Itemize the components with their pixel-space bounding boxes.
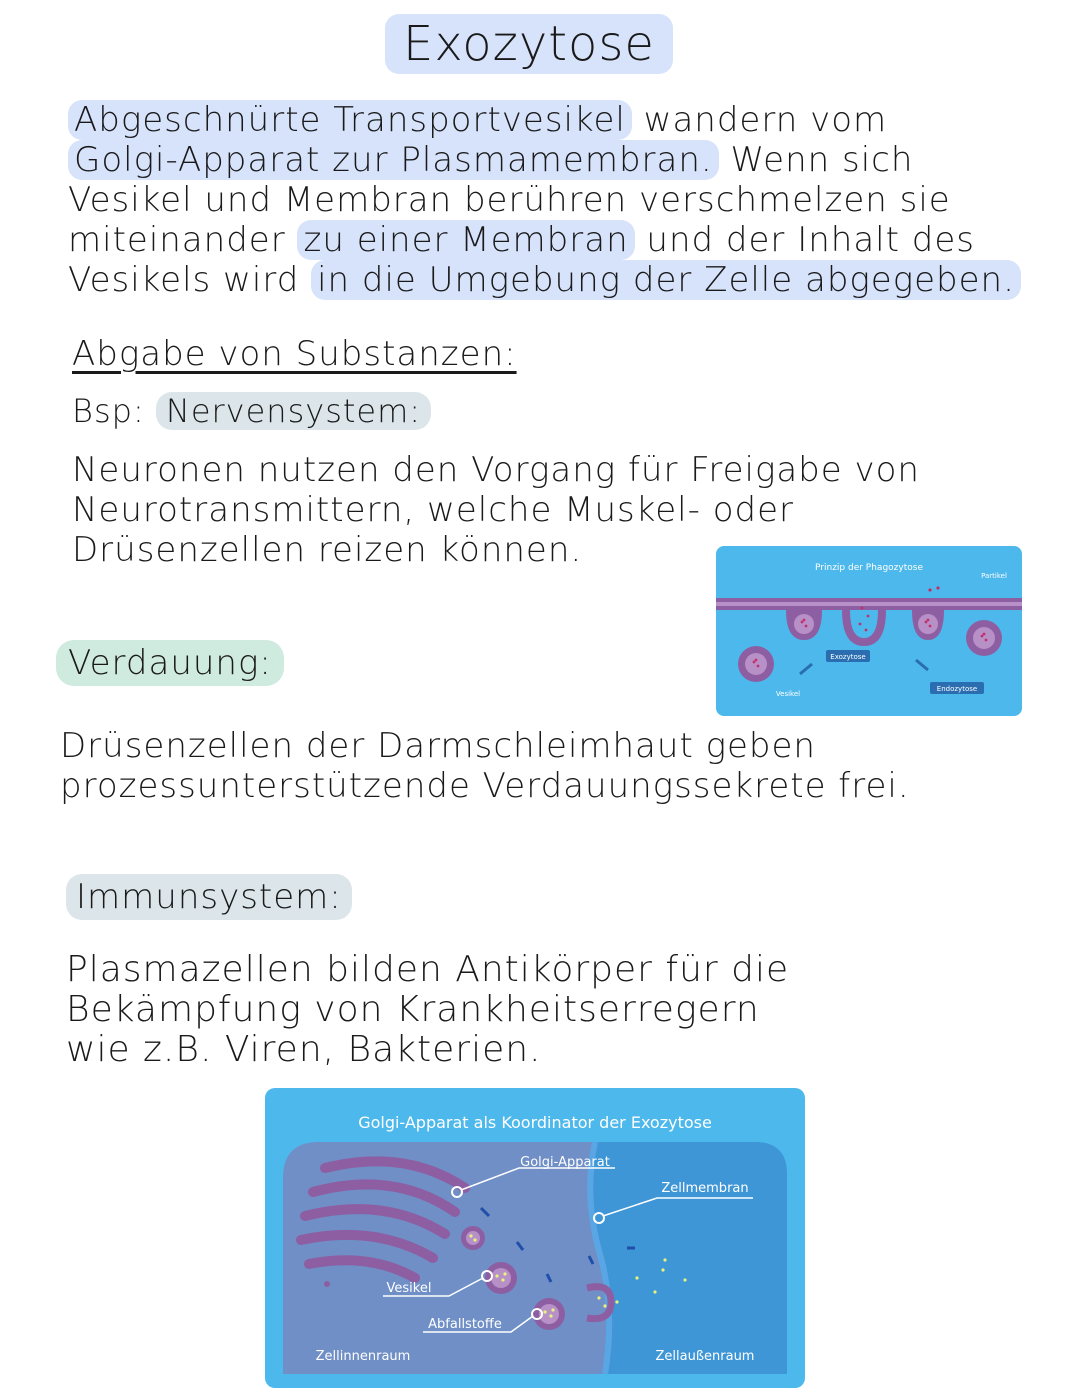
intro-highlight-2: Golgi-Apparat zur Plasmamembran. [68, 140, 719, 180]
intro-text-3: Vesikel und Membran berühren verschmelzen sie [68, 180, 951, 220]
figure2-zellinnenraum-label: Zellinnenraum [315, 1349, 411, 1364]
figure2-title: Golgi-Apparat als Koordinator der Exozytose [358, 1113, 712, 1132]
immunsystem-line-1: Plasmazellen bilden Antikörper für die [66, 949, 790, 990]
intro-text-4a: miteinander [68, 220, 298, 260]
section-heading-abgabe: Abgabe von Substanzen: [72, 334, 517, 374]
example-line [72, 392, 431, 430]
nervensystem-line-3: Drüsenzellen reizen können. [72, 530, 583, 570]
figure1-vesikel-label: Vesikel [775, 690, 801, 698]
verdauung-line-1: Drüsenzellen der Darmschleimhaut geben [60, 726, 816, 766]
intro-text-1: wandern vom [631, 100, 888, 140]
figure2-vesikel-label: Vesikel [386, 1281, 432, 1296]
immunsystem-line-2: Bekämpfung von Krankheitserregern [66, 989, 760, 1030]
figure2-zellmembran-label: Zellmembran [661, 1181, 749, 1196]
page-title: Exozytose [385, 14, 673, 74]
subheading-immunsystem: Immunsystem: [66, 874, 352, 920]
intro-highlight-4: zu einer Membran [297, 220, 634, 260]
phagozytose-figure [716, 546, 1022, 716]
figure1-exozytose-label: Exozytose [830, 653, 866, 661]
figure1-title: Prinzip der Phagozytose [815, 563, 923, 573]
nervensystem-line-1: Neuronen nutzen den Vorgang für Freigabe von [72, 450, 920, 490]
immunsystem-paragraph [66, 950, 789, 1070]
figure2-zellaussenraum-label: Zellaußenraum [655, 1349, 755, 1364]
figure2-golgi-label: Golgi-Apparat [520, 1155, 610, 1170]
subheading-nervensystem: Nervensystem: [156, 392, 431, 430]
intro-highlight-1: Abgeschnürte Transportvesikel [68, 100, 632, 140]
intro-paragraph [68, 100, 1058, 300]
immunsystem-line-3: wie z.B. Viren, Bakterien. [66, 1029, 542, 1070]
figure2-abfallstoffe-label: Abfallstoffe [428, 1317, 502, 1332]
figure1-partikel-label: Partikel [981, 572, 1007, 580]
intro-text-5: Vesikels wird [68, 260, 312, 300]
intro-highlight-5: in die Umgebung der Zelle abgegeben. [311, 260, 1021, 300]
subheading-verdauung: Verdauung: [56, 640, 284, 686]
intro-text-4b: und der Inhalt des [634, 220, 975, 260]
nervensystem-line-2: Neurotransmittern, welche Muskel- oder [72, 490, 794, 530]
intro-text-2: Wenn sich [718, 140, 914, 180]
verdauung-paragraph [60, 726, 910, 806]
example-prefix: Bsp: [72, 392, 145, 430]
golgi-exozytose-figure [265, 1088, 805, 1388]
figure1-endozytose-label: Endozytose [936, 685, 978, 693]
verdauung-line-2: prozessunterstützende Verdauungssekrete frei. [60, 766, 910, 806]
